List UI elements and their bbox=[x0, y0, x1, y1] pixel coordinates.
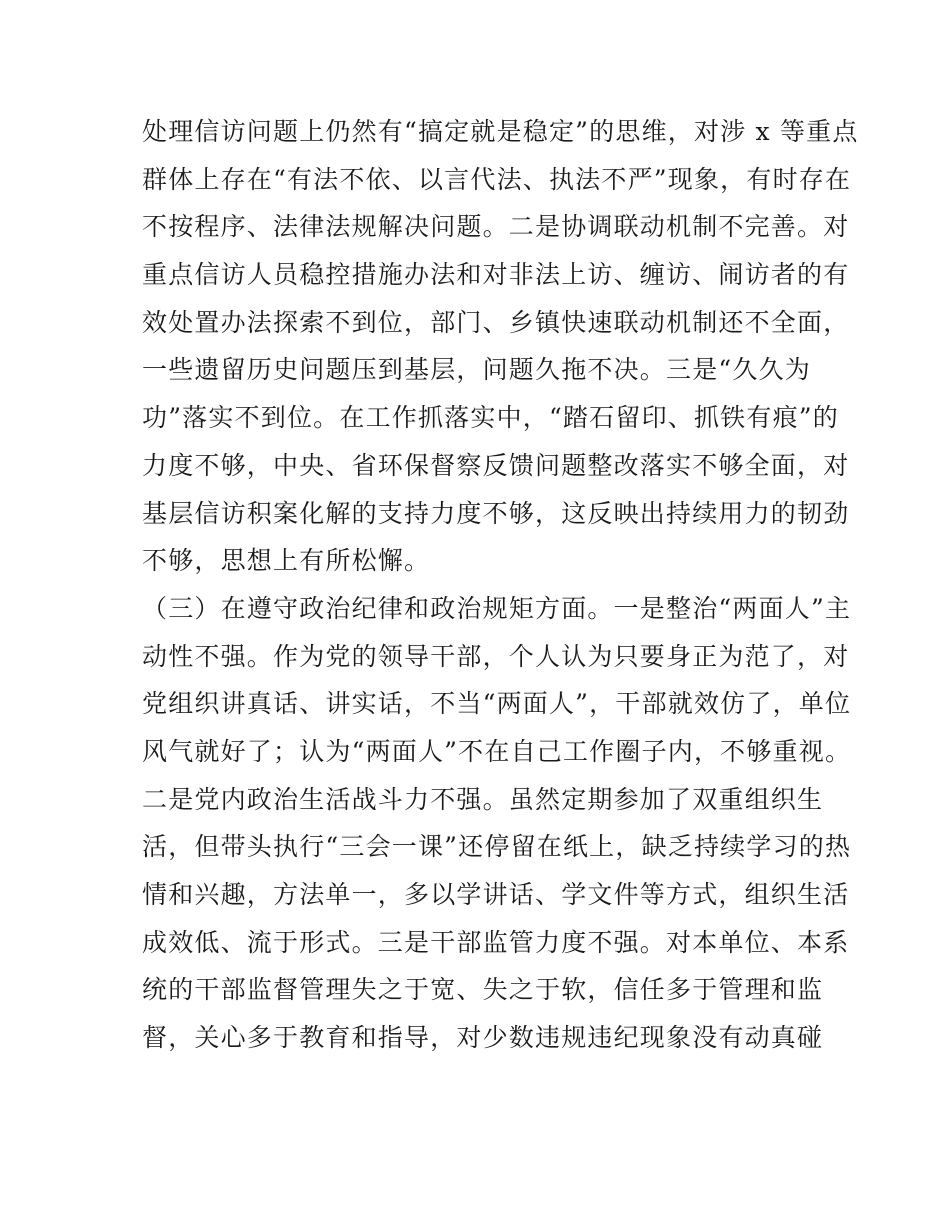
text-line: 情和兴趣，方法单一，多以学讲话、学文件等方式，组织生活 bbox=[142, 880, 850, 909]
text-line: 活，但带头执行“三会一课”还停留在纸上，缺乏持续学习的热 bbox=[142, 832, 852, 862]
text-line: 功”落实不到位。在工作抓落实中，“踏石留印、抓铁有痕”的 bbox=[142, 403, 839, 433]
text-line: 动性不强。作为党的领导干部，个人认为只要身正为范了，对 bbox=[142, 641, 850, 671]
text-line: 基层信访积案化解的支持力度不够，这反映出持续用力的韧劲 bbox=[142, 498, 850, 528]
text-line: 不够，思想上有所松懈。 bbox=[142, 546, 431, 576]
text-line: 统的干部监督管理失之于宽、失之于软，信任多于管理和监 bbox=[142, 975, 824, 1005]
text-line: 二是党内政治生活战斗力不强。虽然定期参加了双重组织生 bbox=[142, 784, 824, 814]
text-line: 成效低、流于形式。三是干部监管力度不强。对本单位、本系 bbox=[142, 927, 850, 957]
section-heading-line: （三）在遵守政治纪律和政治规矩方面。一是整治“两面人”主 bbox=[142, 593, 852, 623]
text-line: 不按程序、法律法规解决问题。二是协调联动机制不完善。对 bbox=[142, 212, 850, 242]
text-line: 群体上存在“有法不依、以言代法、执法不严”现象，有时存在 bbox=[142, 164, 852, 194]
body-text bbox=[142, 108, 859, 1062]
text-line: 处理信访问题上仍然有“搞定就是稳定”的思维，对涉 x 等重点 bbox=[142, 117, 859, 146]
text-line: 督，关心多于教育和指导，对少数违规违纪现象没有动真碰 bbox=[142, 1023, 824, 1053]
text-line: 一些遗留历史问题压到基层，问题久拖不决。三是“久久为 bbox=[142, 355, 811, 385]
text-line: 党组织讲真话、讲实话，不当“两面人”，干部就效仿了，单位 bbox=[142, 689, 852, 719]
text-line: 力度不够，中央、省环保督察反馈问题整改落实不够全面，对 bbox=[142, 450, 850, 480]
text-line: 重点信访人员稳控措施办法和对非法上访、缠访、闹访者的有 bbox=[142, 260, 850, 290]
text-line: 效处置办法探索不到位，部门、乡镇快速联动机制还不全面， bbox=[142, 307, 850, 337]
text-line: 风气就好了；认为“两面人”不在自己工作圈子内，不够重视。 bbox=[142, 736, 852, 766]
